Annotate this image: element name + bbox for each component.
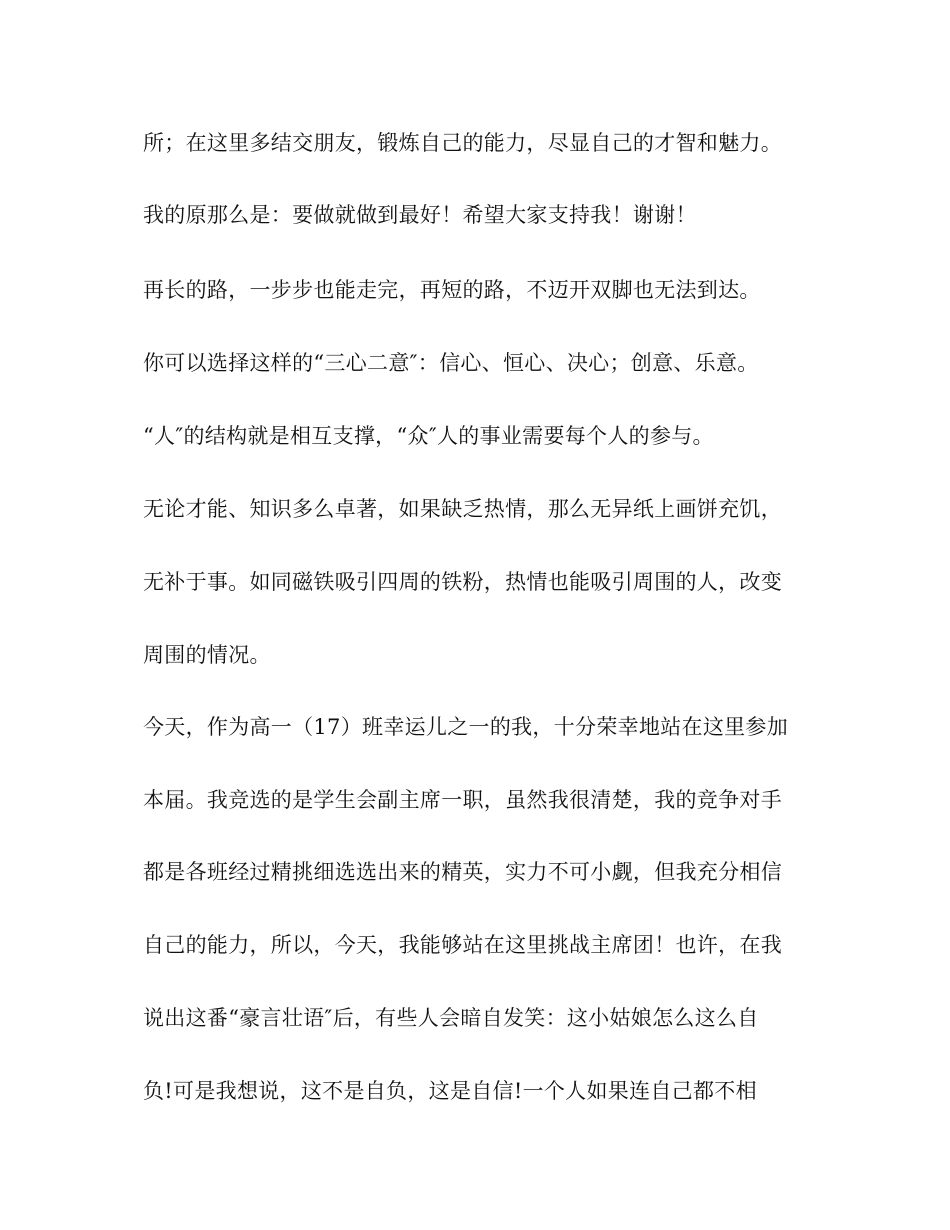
text-line-14: 负!可是我想说，这不是自负，这是自信!一个人如果连自己都不相 (143, 1079, 757, 1103)
text-line-7: 无补于事。如同磁铁吸引四周的铁粉，热情也能吸引周围的人，改变 (143, 570, 782, 594)
text-line-13: 说出这番“豪言壮语″后，有些人会暗自发笑：这小姑娘怎么这么自 (143, 1006, 759, 1030)
text-line-4: 你可以选择这样的“三心二意″：信心、恒心、决心；创意、乐意。 (143, 351, 759, 375)
text-line-6: 无论才能、知识多么卓著，如果缺乏热情，那么无异纸上画饼充饥， (143, 497, 782, 521)
text-line-2: 我的原那么是：要做就做到最好！希望大家支持我！谢谢！ (143, 203, 697, 227)
text-line-5: “人″的结构就是相互支撑，“众″人的事业需要每个人的参与。 (143, 424, 714, 448)
text-line-9: 今天，作为高一（17）班幸运儿之一的我，十分荣幸地站在这里参加 (143, 715, 789, 739)
text-line-1: 所；在这里多结交朋友，锻炼自己的能力，尽显自己的才智和魅力。 (143, 131, 782, 155)
text-line-3: 再长的路，一步步也能走完，再短的路，不迈开双脚也无法到达。 (143, 278, 761, 302)
text-line-11: 都是各班经过精挑细选选出来的精英，实力不可小觑，但我充分相信 (143, 860, 782, 884)
text-line-10: 本届。我竞选的是学生会副主席一职，虽然我很清楚，我的竞争对手 (143, 788, 782, 812)
text-line-12: 自己的能力，所以，今天，我能够站在这里挑战主席团！也许，在我 (143, 933, 782, 957)
text-line-8: 周围的情况。 (143, 643, 271, 667)
